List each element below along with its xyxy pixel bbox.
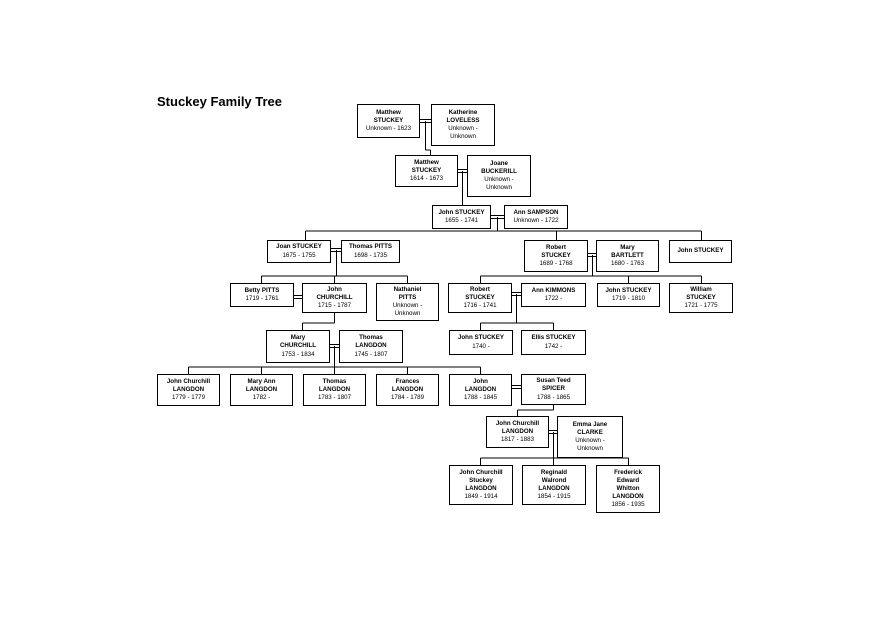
person-mary-ann-langdon[interactable]: [230, 374, 293, 406]
person-dates: 1698 - 1735: [353, 251, 388, 259]
person-name: Joan STUCKEY: [276, 243, 322, 251]
person-name: Thomas LANGDON: [355, 334, 387, 350]
person-dates: Unknown - Unknown: [392, 302, 423, 318]
person-name: Emma Jane CLARKE: [572, 420, 608, 436]
person-name: John STUCKEY: [605, 286, 652, 294]
person-name: Susan Teed SPICER: [536, 377, 571, 393]
person-name: Frances LANGDON: [391, 377, 424, 393]
person-dates: 1783 - 1807: [317, 394, 352, 402]
person-thomas-langdon-1745[interactable]: [339, 330, 403, 363]
person-name: Frederick Edward Whitton LANGDON: [612, 468, 644, 501]
person-dates: 1719 - 1810: [611, 295, 646, 302]
person-dates: 1719 - 1761: [245, 295, 279, 302]
person-name: William STUCKEY: [686, 285, 716, 301]
person-john-stuckey[interactable]: [669, 240, 732, 263]
person-name: Robert STUCKEY: [465, 285, 495, 301]
person-joan-stuckey[interactable]: [267, 240, 331, 263]
person-name: Joane BUCKERILL: [481, 159, 517, 175]
person-dates: 1675 - 1755: [282, 251, 316, 259]
person-name: John STUCKEY: [677, 247, 724, 255]
person-name: Thomas LANGDON: [318, 377, 351, 393]
person-john-langdon-1788[interactable]: [449, 374, 512, 406]
person-frances-langdon[interactable]: [376, 374, 439, 406]
person-dates: Unknown - Unknown: [448, 125, 478, 141]
person-dates: 1614 - 1673: [409, 175, 444, 183]
person-frederick-edward-whitton-langdon[interactable]: [596, 465, 660, 513]
person-dates: 1655 - 1741: [444, 217, 479, 224]
person-susan-teed-spicer[interactable]: [521, 374, 586, 405]
person-john-churchill-langdon-1779[interactable]: [157, 374, 220, 406]
person-dates: 1680 - 1763: [610, 260, 645, 268]
person-name: Reginald Walrond LANGDON: [538, 468, 570, 492]
person-dates: 1779 - 1779: [171, 394, 206, 402]
person-name: Mary Ann LANGDON: [245, 377, 278, 393]
person-name: Ann KIMMONS: [531, 286, 576, 294]
person-dates: 1715 - 1787: [317, 302, 352, 310]
person-dates: 1740 -: [472, 342, 490, 350]
person-dates: 1856 - 1935: [611, 501, 645, 509]
person-mary-bartlett[interactable]: [596, 240, 659, 272]
person-dates: 1784 - 1789: [390, 394, 425, 402]
person-katherine-loveless[interactable]: [431, 104, 495, 146]
person-john-churchill-langdon-1817[interactable]: [486, 416, 549, 448]
person-name: Matthew STUCKEY: [373, 108, 404, 124]
person-dates: Unknown - Unknown: [484, 176, 514, 192]
person-john-churchill[interactable]: [302, 283, 367, 313]
page-title: Stuckey Family Tree: [157, 94, 283, 109]
person-william-stuckey[interactable]: [669, 283, 733, 313]
person-robert-stuckey-1716[interactable]: [448, 283, 512, 313]
person-matthew-stuckey-1614[interactable]: [395, 155, 458, 187]
person-betty-pitts[interactable]: [230, 283, 294, 307]
person-name: Katherine LOVELESS: [446, 108, 480, 124]
person-joane-buckerill[interactable]: [467, 155, 531, 197]
person-name: John CHURCHILL: [316, 285, 353, 301]
person-dates: 1721 - 1775: [684, 302, 718, 310]
person-dates: 1788 - 1845: [463, 394, 498, 402]
person-name: John STUCKEY: [457, 334, 505, 342]
person-name: Mary BARTLETT: [611, 243, 644, 259]
person-ellis-stuckey[interactable]: [521, 330, 586, 355]
person-dates: 1722 -: [544, 295, 563, 302]
person-dates: 1788 - 1865: [536, 393, 571, 401]
person-name: Nathaniel PITTS: [393, 285, 422, 301]
person-john-stuckey-1740[interactable]: [449, 330, 513, 355]
person-name: John Churchill Stuckey LANGDON: [459, 468, 503, 492]
person-ann-sampson[interactable]: [504, 205, 568, 229]
person-reginald-walrond-langdon[interactable]: [522, 465, 586, 505]
person-name: Ann SAMPSON: [513, 208, 559, 216]
person-nathaniel-pitts[interactable]: [376, 283, 439, 321]
person-name: Thomas PITTS: [349, 243, 392, 251]
person-john-stuckey-1655[interactable]: [432, 205, 491, 229]
person-thomas-langdon-1783[interactable]: [303, 374, 366, 406]
person-dates: 1742 -: [544, 342, 563, 350]
person-dates: Unknown - Unknown: [575, 437, 605, 453]
person-robert-stuckey-1689[interactable]: [524, 240, 588, 272]
person-mary-churchill[interactable]: [266, 330, 330, 363]
person-name: Betty PITTS: [244, 286, 280, 294]
person-name: Mary CHURCHILL: [279, 334, 317, 350]
person-john-churchill-stuckey-langdon[interactable]: [449, 465, 513, 505]
person-dates: Unknown - 1722: [513, 217, 559, 224]
person-name: Ellis STUCKEY: [531, 334, 576, 342]
person-john-stuckey-1719[interactable]: [597, 283, 660, 307]
person-name: John Churchill LANGDON: [495, 419, 540, 435]
person-thomas-pitts[interactable]: [341, 240, 400, 263]
person-ann-kimmons[interactable]: [521, 283, 586, 307]
person-dates: 1854 - 1915: [537, 493, 571, 501]
person-name: John Churchill LANGDON: [166, 377, 211, 393]
person-dates: 1782 -: [252, 394, 271, 402]
person-dates: 1689 - 1768: [539, 260, 573, 268]
person-dates: 1849 - 1914: [464, 493, 498, 501]
person-dates: 1817 - 1883: [500, 436, 535, 444]
person-dates: 1745 - 1807: [354, 350, 388, 358]
person-dates: Unknown - 1623: [365, 125, 412, 133]
person-emma-jane-clarke[interactable]: [557, 416, 623, 458]
person-name: John STUCKEY: [438, 208, 485, 216]
person-matthew-stuckey-d1623[interactable]: [357, 104, 420, 138]
person-name: John LANGDON: [464, 377, 497, 393]
person-name: Matthew STUCKEY: [411, 158, 442, 174]
person-name: Robert STUCKEY: [541, 243, 571, 259]
person-dates: 1753 - 1834: [281, 350, 315, 358]
person-dates: 1716 - 1741: [463, 302, 497, 310]
